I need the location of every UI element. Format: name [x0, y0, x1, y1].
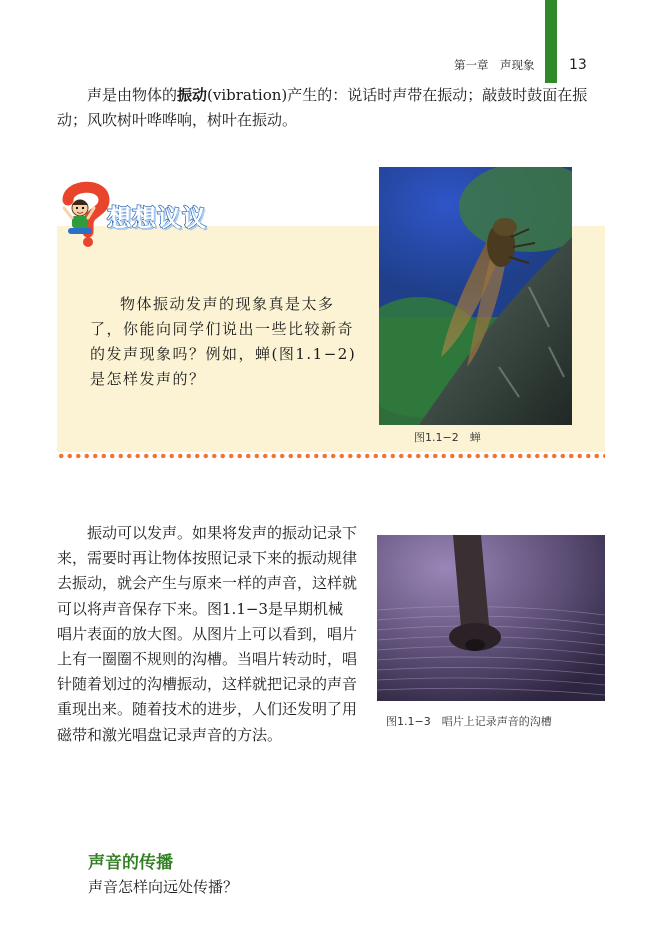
section-question: 声音怎样向远处传播？: [88, 878, 239, 896]
page-number: 13: [569, 57, 587, 73]
section-title: 声音的传播: [88, 853, 173, 873]
intro-bold-term: 振动: [177, 86, 208, 104]
record-groove-photo: [377, 535, 605, 701]
discussion-text: 物体振动发声的现象真是太多了，你能向同学们说出一些比较新奇的发声现象吗？例如，蝉(图1.1−2)是怎样发声的？: [90, 295, 357, 388]
cicada-photo: [379, 167, 572, 425]
discussion-title: 想想议议: [107, 204, 207, 232]
dotted-divider: [57, 452, 605, 460]
intro-text-before: 声是由物体的: [87, 86, 178, 104]
intro-text-after: (vibration)产生的：说话时声带在振动；敲鼓时鼓面在振动；风吹树叶哗哗响，树叶在振动。: [57, 86, 588, 129]
intro-paragraph: [57, 83, 617, 133]
question-mark-kid-icon: [58, 178, 114, 248]
chapter-header: 第一章 声现象: [454, 58, 535, 72]
chapter-tab-bar: [545, 0, 557, 83]
figure-caption-cicada: 图1.1−2 蝉: [414, 431, 481, 444]
main-paragraph: 振动可以发声。如果将发声的振动记录下来，需要时再让物体按照记录下来的振动规律去振动，就会产生与原来一样的声音，这样就可以将声音保存下来。图1.1−3是早期机械唱片表面的放大图。从图片上可以看到，唱片上有一圈圈不规则的沟槽。当唱片转动时，唱针随着划过的沟槽振动，这样就把记录的声音重现出来。随着技术的进步，人们还发明了用磁带和激光唱盘记录声音的方法。: [57, 524, 358, 744]
figure-caption-record: 图1.1−3 唱片上记录声音的沟槽: [386, 715, 552, 728]
